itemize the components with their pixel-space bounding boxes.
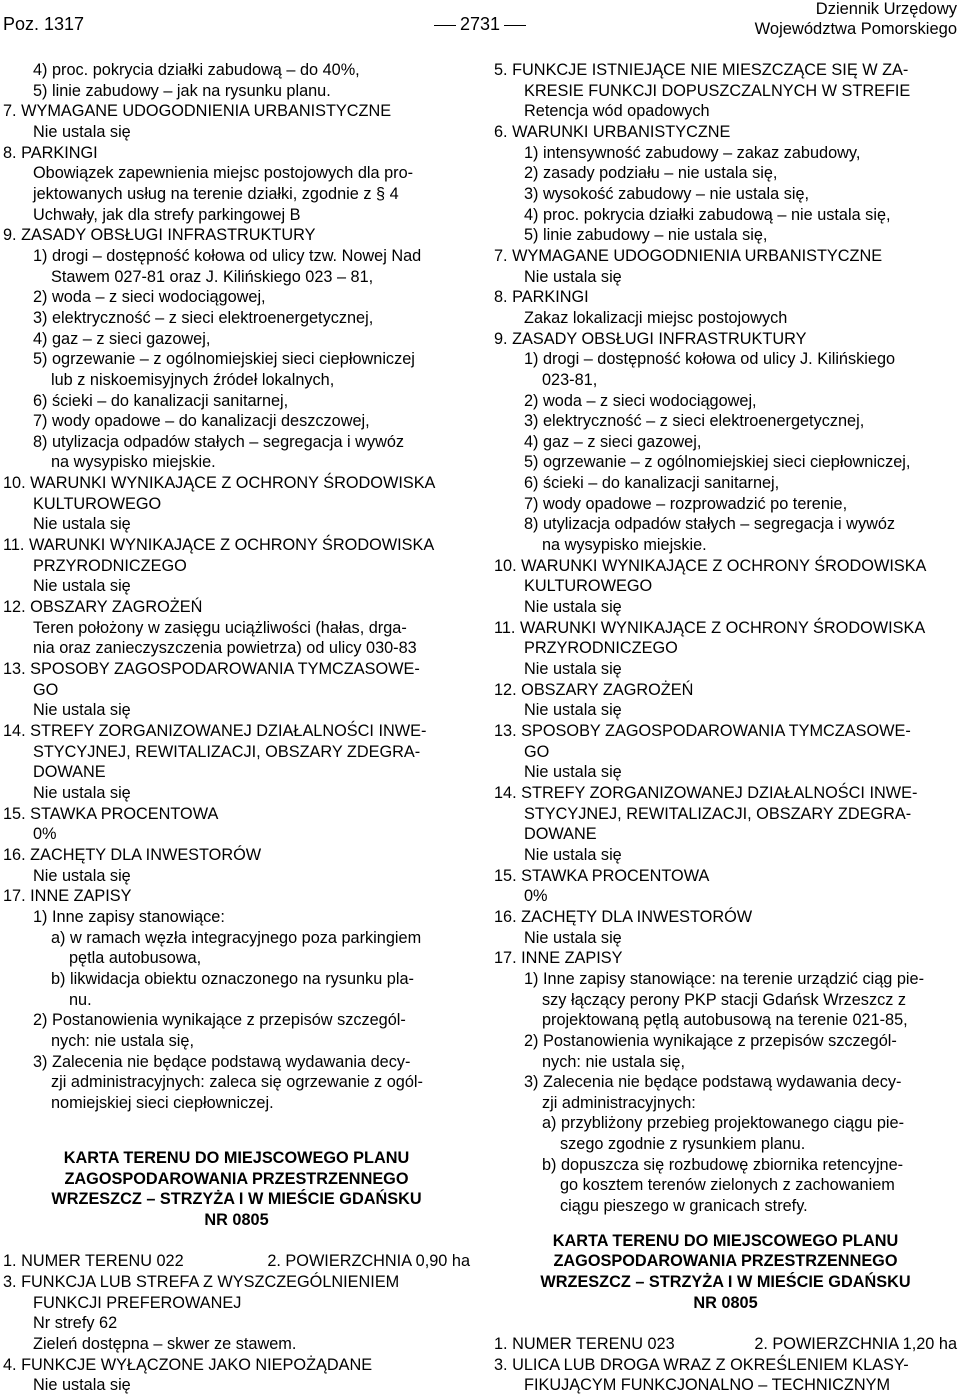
right-tail-block xyxy=(494,1355,957,1396)
text-line: Uchwały, jak dla strefy parkingowej B xyxy=(33,205,301,224)
text-line: 8. PARKINGI xyxy=(494,288,589,307)
page-number: 2731 xyxy=(460,14,501,34)
text-line: 3) elektryczność – z sieci elektroenergetycznej, xyxy=(524,412,865,431)
text-line: 4) gaz – z sieci gazowej, xyxy=(524,432,702,451)
left-text-block xyxy=(3,60,470,1113)
text-line: 5) linie zabudowy – jak na rysunku planu. xyxy=(33,81,331,100)
text-line: Teren położony w zasięgu uciążliwości (hałas, drga- xyxy=(33,618,407,637)
text-line: Nie ustala się xyxy=(524,660,622,679)
position-number: Poz. 1317 xyxy=(3,14,85,34)
text-line: KULTUROWEGO xyxy=(33,494,162,513)
spacer xyxy=(3,1113,470,1134)
text-line: DOWANE xyxy=(33,763,106,782)
text-line: 7. WYMAGANE UDOGODNIENIA URBANISTYCZNE xyxy=(494,246,883,265)
right-card-heading xyxy=(494,1231,957,1314)
spacer xyxy=(3,1231,470,1252)
text-line: szy łączący perony PKP stacji Gdańsk Wrzeszcz z xyxy=(542,990,907,1009)
text-line: 14. STREFY ZORGANIZOWANEJ DZIAŁALNOŚCI INWE- xyxy=(494,783,918,802)
text-line: 3) Zalecenia nie będące podstawą wydawania decy- xyxy=(524,1073,902,1092)
text-line: b) dopuszcza się rozbudowę zbiornika retencyjne- xyxy=(542,1155,904,1174)
text-line: zji administracyjnych: xyxy=(542,1093,696,1112)
text-line: 6. WARUNKI URBANISTYCZNE xyxy=(494,122,731,141)
text-line: 9. ZASADY OBSŁUGI INFRASTRUKTURY xyxy=(494,329,807,348)
left-card-heading xyxy=(3,1148,470,1231)
text-line: nu. xyxy=(69,990,92,1009)
text-line: lub z niskoemisyjnych źródeł lokalnych, xyxy=(51,370,335,389)
left-column xyxy=(3,60,470,1396)
text-line: 7) wody opadowe – rozprowadzić po terenie, xyxy=(524,494,848,513)
text-line: projektowaną pętlą autobusową na terenie 021-85, xyxy=(542,1011,908,1030)
text-line: Nie ustala się xyxy=(33,866,131,885)
text-line: go kosztem terenów zielonych z zachowaniem xyxy=(560,1176,895,1195)
text-line: Nie ustala się xyxy=(33,515,131,534)
text-line: Obowiązek zapewnienia miejsc postojowych dla pro- xyxy=(33,164,414,183)
text-line: 1) drogi – dostępność kołowa od ulicy J. Kilińskiego xyxy=(524,350,896,369)
text-line: 1) drogi – dostępność kołowa od ulicy tzw. Nowej Nad xyxy=(33,246,422,265)
text-line: 7) wody opadowe – do kanalizacji deszczowej, xyxy=(33,412,370,431)
text-line: Nie ustala się xyxy=(524,598,622,617)
card-heading-line: ZAGOSPODAROWANIA PRZESTRZENNEGO xyxy=(64,1169,409,1188)
text-line: 17. INNE ZAPISY xyxy=(494,949,623,968)
card-heading-line: KARTA TERENU DO MIEJSCOWEGO PLANU xyxy=(552,1231,899,1250)
text-line: 4) proc. pokrycia działki zabudową – nie ustala się, xyxy=(524,205,891,224)
text-line: szego zgodnie z rysunkiem planu. xyxy=(560,1135,806,1154)
card-heading-line: NR 0805 xyxy=(204,1211,269,1230)
card-heading-line: NR 0805 xyxy=(693,1293,758,1312)
text-line: ciągu pieszego w granicach strefy. xyxy=(560,1197,808,1216)
text-line: KULTUROWEGO xyxy=(524,577,653,596)
terrain-number: 1. NUMER TERENU 022 xyxy=(3,1252,184,1271)
text-line: 4) gaz – z sieci gazowej, xyxy=(33,329,211,348)
text-line: 11. WARUNKI WYNIKAJĄCE Z OCHRONY ŚRODOWISKA xyxy=(3,536,435,555)
left-tail-block xyxy=(3,1272,470,1396)
text-line: Nie ustala się xyxy=(33,577,131,596)
text-line: 11. WARUNKI WYNIKAJĄCE Z OCHRONY ŚRODOWISKA xyxy=(494,618,926,637)
right-text-block xyxy=(494,60,957,1217)
text-line: Nie ustala się xyxy=(33,783,131,802)
text-line: 12. OBSZARY ZAGROŻEŃ xyxy=(3,598,203,617)
text-line: Nie ustala się xyxy=(33,122,131,141)
journal-title-line1: Dziennik Urzędowy xyxy=(815,0,957,18)
terrain-area: 2. POWIERZCHNIA 1,20 ha xyxy=(754,1335,957,1354)
text-line: 4. FUNKCJE WYŁĄCZONE JAKO NIEPOŻĄDANE xyxy=(3,1355,373,1374)
text-line: nych: nie ustala się, xyxy=(51,1031,194,1050)
text-line: 3) elektryczność – z sieci elektroenergetycznej, xyxy=(33,308,374,327)
text-line: 2) woda – z sieci wodociągowej, xyxy=(524,391,757,410)
text-line: 17. INNE ZAPISY xyxy=(3,887,132,906)
text-line: 15. STAWKA PROCENTOWA xyxy=(494,866,710,885)
text-line: GO xyxy=(524,742,550,761)
text-line: 16. ZACHĘTY DLA INWESTORÓW xyxy=(3,845,262,864)
card-heading-line: WRZESZCZ – STRZYŻA I W MIEŚCIE GDAŃSKU xyxy=(51,1190,422,1209)
text-line: 2) zasady podziału – nie ustala się, xyxy=(524,164,778,183)
text-line: 2) Postanowienia wynikające z przepisów szczegól- xyxy=(33,1011,406,1030)
terrain-area: 2. POWIERZCHNIA 0,90 ha xyxy=(267,1252,470,1271)
text-line: 1) Inne zapisy stanowiące: na terenie urządzić ciąg pie- xyxy=(524,969,925,988)
right-column xyxy=(494,60,957,1396)
text-line: 1) Inne zapisy stanowiące: xyxy=(33,907,225,926)
text-line: 0% xyxy=(33,825,57,844)
text-line: Zieleń dostępna – skwer ze stawem. xyxy=(33,1335,297,1353)
text-line: Nie ustala się xyxy=(33,701,131,720)
text-line: zji administracyjnych: zaleca się ogrzewanie z ogól- xyxy=(51,1073,423,1092)
text-line: 3. ULICA LUB DROGA WRAZ Z OKREŚLENIEM KLASY- xyxy=(494,1355,909,1374)
text-line: 14. STREFY ZORGANIZOWANEJ DZIAŁALNOŚCI INWE- xyxy=(3,722,427,740)
text-line: nych: nie ustala się, xyxy=(542,1052,685,1071)
text-line: Nie ustala się xyxy=(524,267,622,286)
text-line: Nr strefy 62 xyxy=(33,1314,118,1333)
card-heading-line: KARTA TERENU DO MIEJSCOWEGO PLANU xyxy=(63,1149,410,1168)
text-line: 1) intensywność zabudowy – zakaz zabudowy, xyxy=(524,143,861,162)
page-header xyxy=(0,0,960,44)
text-line: Retencja wód opadowych xyxy=(524,102,710,121)
text-line: a) przybliżony przebieg projektowanego ciągu pie- xyxy=(542,1114,905,1133)
card-heading-line: ZAGOSPODAROWANIA PRZESTRZENNEGO xyxy=(553,1252,898,1271)
text-line: DOWANE xyxy=(524,825,597,844)
text-line: Nie ustala się xyxy=(524,763,622,782)
text-line: 15. STAWKA PROCENTOWA xyxy=(3,804,219,823)
text-line: 8) utylizacja odpadów stałych – segregacja i wywóz xyxy=(33,432,405,451)
text-line: 3) wysokość zabudowy – nie ustala się, xyxy=(524,184,810,203)
text-line: 3. FUNKCJA LUB STREFA Z WYSZCZEGÓLNIENIEM xyxy=(3,1273,400,1292)
text-line: 2) Postanowienia wynikające z przepisów szczegól- xyxy=(524,1031,897,1050)
text-line: 6) ścieki – do kanalizacji sanitarnej, xyxy=(33,391,289,410)
text-line: 0% xyxy=(524,887,548,906)
page-number-wrap xyxy=(430,14,530,35)
text-line: 7. WYMAGANE UDOGODNIENIA URBANISTYCZNE xyxy=(3,102,392,121)
text-line: Nie ustala się xyxy=(524,928,622,947)
spacer xyxy=(3,1134,470,1148)
journal-title-line2: Województwa Pomorskiego xyxy=(754,20,957,38)
text-line: KRESIE FUNKCJI DOPUSZCZALNYCH W STREFIE xyxy=(524,81,911,100)
text-line: a) w ramach węzła integracyjnego poza parkingiem xyxy=(51,928,422,947)
text-line: 9. ZASADY OBSŁUGI INFRASTRUKTURY xyxy=(3,226,316,245)
text-line: 8. PARKINGI xyxy=(3,143,98,162)
text-line: 023-81, xyxy=(542,370,598,389)
text-line: FUNKCJI PREFEROWANEJ xyxy=(33,1293,242,1312)
text-line: 16. ZACHĘTY DLA INWESTORÓW xyxy=(494,907,753,926)
text-line: PRZYRODNICZEGO xyxy=(33,556,187,575)
text-line: pętla autobusowa, xyxy=(69,949,202,968)
journal-title xyxy=(755,0,957,39)
text-line: 10. WARUNKI WYNIKAJĄCE Z OCHRONY ŚRODOWISKA xyxy=(3,474,436,493)
text-line: FIKUJĄCYM FUNKCJONALNO – TECHNICZNYM xyxy=(524,1376,891,1395)
text-line: GO xyxy=(33,680,59,699)
text-line: Nie ustala się xyxy=(33,1376,131,1395)
card-heading-line: WRZESZCZ – STRZYŻA I W MIEŚCIE GDAŃSKU xyxy=(540,1273,911,1292)
text-line: 13. SPOSOBY ZAGOSPODAROWANIA TYMCZASOWE- xyxy=(3,660,420,679)
text-line: jektowanych usług na terenie działki, zgodnie z § 4 xyxy=(33,184,399,203)
spacer xyxy=(494,1313,957,1334)
text-line: PRZYRODNICZEGO xyxy=(524,639,678,658)
text-line: Nie ustala się xyxy=(524,845,622,864)
text-line: 8) utylizacja odpadów stałych – segregacja i wywóz xyxy=(524,515,896,534)
text-line: 13. SPOSOBY ZAGOSPODAROWANIA TYMCZASOWE- xyxy=(494,722,911,740)
left-terrain-row xyxy=(3,1251,470,1272)
text-line: STYCYJNEJ, REWITALIZACJI, OBSZARY ZDEGRA- xyxy=(524,804,912,823)
text-line: nomiejskiej sieci ciepłowniczej. xyxy=(51,1093,274,1112)
terrain-number: 1. NUMER TERENU 023 xyxy=(494,1335,675,1354)
text-line: na wysypisko miejskie. xyxy=(542,536,707,555)
text-line: b) likwidacja obiektu oznaczonego na rysunku pla- xyxy=(51,969,414,988)
text-line: 5) ogrzewanie – z ogólnomiejskiej sieci ciepłowniczej, xyxy=(524,453,911,472)
text-line: 6) ścieki – do kanalizacji sanitarnej, xyxy=(524,474,780,493)
right-terrain-row xyxy=(494,1334,957,1355)
text-line: 5) linie zabudowy – nie ustala się, xyxy=(524,226,768,245)
text-line: 5. FUNKCJE ISTNIEJĄCE NIE MIESZCZĄCE SIĘ W ZA- xyxy=(494,61,909,79)
text-line: Zakaz lokalizacji miejsc postojowych xyxy=(524,308,788,327)
text-line: 5) ogrzewanie – z ogólnomiejskiej sieci ciepłowniczej xyxy=(33,350,415,369)
text-line: 2) woda – z sieci wodociągowej, xyxy=(33,288,266,307)
text-line: 12. OBSZARY ZAGROŻEŃ xyxy=(494,680,694,699)
text-line: na wysypisko miejskie. xyxy=(51,453,216,472)
text-line: 10. WARUNKI WYNIKAJĄCE Z OCHRONY ŚRODOWISKA xyxy=(494,556,927,575)
text-line: STYCYJNEJ, REWITALIZACJI, OBSZARY ZDEGRA- xyxy=(33,742,421,761)
rule-right xyxy=(504,25,526,26)
text-line: 3) Zalecenia nie będące podstawą wydawania decy- xyxy=(33,1052,411,1071)
text-line: nia oraz zanieczyszczenia powietrza) od ulicy 030-83 xyxy=(33,639,417,658)
rule-left xyxy=(434,25,456,26)
text-line: Stawem 027-81 oraz J. Kilińskiego 023 – 81, xyxy=(51,267,374,286)
text-line: 4) proc. pokrycia działki zabudową – do 40%, xyxy=(33,61,360,79)
text-line: Nie ustala się xyxy=(524,701,622,720)
spacer xyxy=(494,1217,957,1231)
